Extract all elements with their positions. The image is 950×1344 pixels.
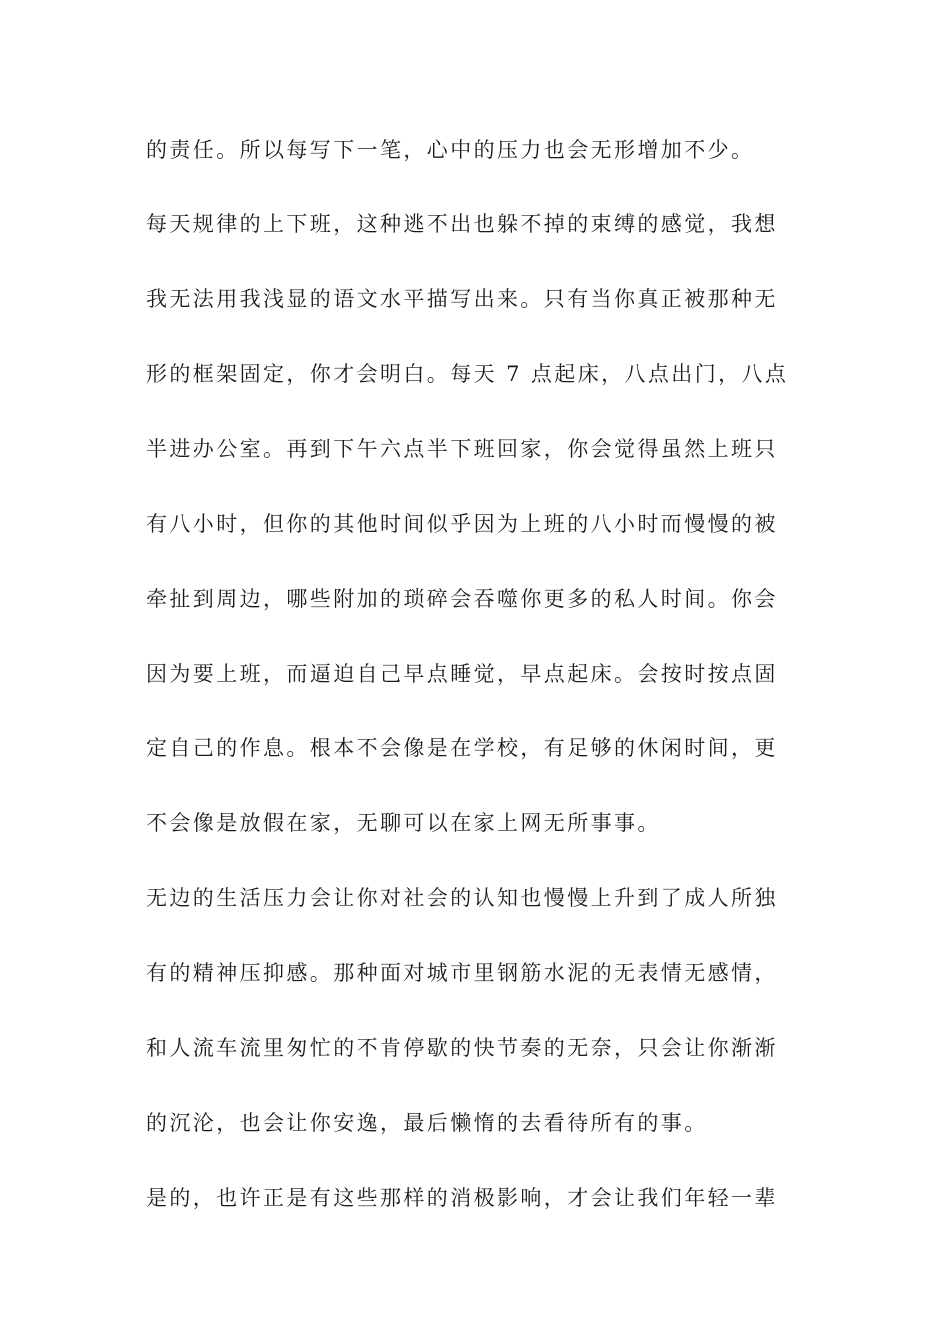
text-line: 形的框架固定，你才会明白。每天 7 点起床，八点出门，八点 (146, 362, 789, 386)
text-line: 和人流车流里匆忙的不肯停歇的快节奏的无奈，只会让你渐渐 (146, 1036, 778, 1060)
text-line: 有的精神压抑感。那种面对城市里钢筋水泥的无表情无感情， (146, 961, 778, 985)
text-line: 有八小时，但你的其他时间似乎因为上班的八小时而慢慢的被 (146, 512, 778, 536)
text-line: 是的，也许正是有这些那样的消极影响，才会让我们年轻一辈 (146, 1186, 778, 1210)
text-line: 因为要上班，而逼迫自己早点睡觉，早点起床。会按时按点固 (146, 662, 778, 686)
text-line: 牵扯到周边，哪些附加的琐碎会吞噬你更多的私人时间。你会 (146, 587, 778, 611)
text-line: 定自己的作息。根本不会像是在学校，有足够的休闲时间，更 (146, 736, 778, 760)
text-line: 每天规律的上下班，这种逃不出也躲不掉的束缚的感觉，我想 (146, 212, 778, 236)
text-line: 不会像是放假在家，无聊可以在家上网无所事事。 (146, 811, 661, 835)
text-line: 的责任。所以每写下一笔，心中的压力也会无形增加不少。 (146, 138, 755, 162)
text-line: 半进办公室。再到下午六点半下班回家，你会觉得虽然上班只 (146, 437, 778, 461)
text-line: 无边的生活压力会让你对社会的认知也慢慢上升到了成人所独 (146, 886, 778, 910)
text-line: 我无法用我浅显的语文水平描写出来。只有当你真正被那种无 (146, 287, 778, 311)
text-line: 的沉沦，也会让你安逸，最后懒惰的去看待所有的事。 (146, 1111, 708, 1135)
